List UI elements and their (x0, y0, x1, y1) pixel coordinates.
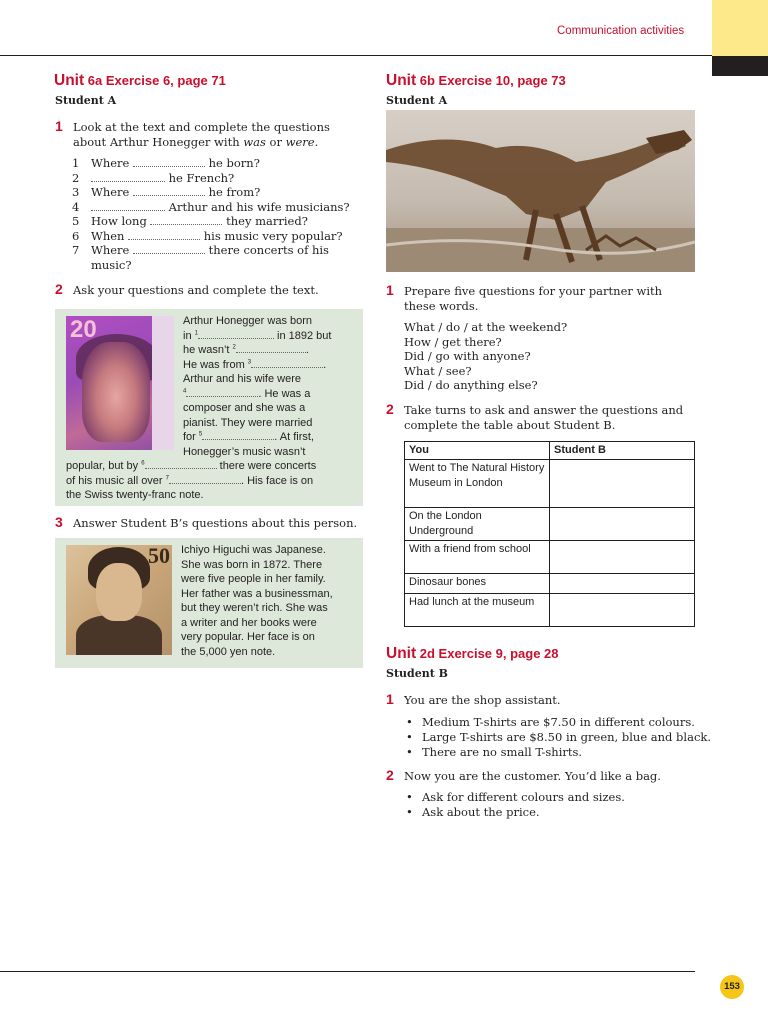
exercise-instruction: Prepare five questions for your partner with these words. (404, 284, 663, 313)
table-answer-cell (550, 574, 695, 594)
question-item: 1 Where he born? (72, 156, 260, 170)
table-cell: Went to The Natural History Museum in London (405, 460, 550, 508)
exercise-number: 1 (386, 691, 394, 707)
student-label: Student A (386, 94, 448, 107)
exercise-instruction: Answer Student B’s questions about this person. (73, 516, 358, 530)
table-cell: Dinosaur bones (405, 574, 550, 594)
japanese-yen-note-image: 50 (66, 545, 172, 655)
student-label: Student A (55, 94, 117, 107)
prompt-words-list (404, 320, 567, 393)
table-row (405, 541, 695, 574)
table-answer-cell (550, 460, 695, 508)
table-row (405, 594, 695, 627)
exercise-instruction: Now you are the customer. You’d like a bag. (404, 769, 661, 783)
unit-heading-6b: Unit 6b Exercise 10, page 73 (386, 72, 566, 89)
table-header-student-b: Student B (550, 442, 695, 460)
table-answer-cell (550, 508, 695, 541)
prompt-line: What / see? (404, 363, 472, 378)
question-item: 5 How long they married? (72, 214, 308, 228)
dinosaur-skeleton-photo (386, 110, 695, 272)
prompt-line: How / get there? (404, 334, 502, 349)
honegger-text: Arthur Honegger was born in $^1$ in 1892 but he wasn’t $^2$ . He was from $^3$ . Arthur and his wife were $^4$ . He was a composer and she was a pianist. They were married for $^5$ . At first, Honegger’s music wasn’t (183, 315, 332, 458)
student-label: Student B (386, 667, 448, 680)
section-title: Communication activities (557, 25, 685, 37)
exercise-number: 3 (55, 514, 63, 530)
table-answer-cell (550, 594, 695, 627)
exercise-number: 2 (386, 401, 394, 417)
table-cell: On the London Underground (405, 508, 550, 541)
table-answer-cell (550, 541, 695, 574)
list-item: • There are no small T-shirts. (406, 744, 583, 759)
bullet-list (404, 715, 711, 759)
question-item: 6 When his music very popular? (72, 228, 343, 243)
table-header-you: You (405, 442, 550, 460)
page-number: 153 (720, 975, 744, 999)
table-cell: Had lunch at the museum (405, 594, 550, 627)
list-item: • Ask about the price. (406, 804, 540, 819)
honegger-text-continued: popular, but by $^6$ there were concerts of his music all over $^7$ . His face is on the Swiss twenty-franc note. (66, 460, 317, 501)
exercise-number: 2 (386, 767, 394, 783)
bullet-list (404, 790, 625, 820)
question-item: 7 Where there concerts of his music? (72, 243, 329, 272)
header-color-tab (712, 0, 768, 56)
exercise-number: 1 (55, 118, 63, 134)
exercise-instruction: You are the shop assistant. (404, 693, 561, 707)
swiss-twenty-franc-note-image: 20 (66, 316, 174, 450)
list-item: • Medium T-shirts are $7.50 in different colours. (406, 715, 695, 729)
list-item: • Ask for different colours and sizes. (406, 790, 625, 804)
question-item: 3 Where he from? (72, 185, 261, 199)
higuchi-text: Ichiyo Higuchi was Japanese. She was born in 1872. There were five people in her family. Her father was a businessman, but they weren’t rich. She was a writer and her books were very popular. Her face is on the 5,000 yen note. (181, 544, 333, 658)
footer-rule (0, 971, 695, 972)
prompt-line: Did / do anything else? (404, 378, 538, 392)
prompt-line: Did / go with anyone? (404, 349, 531, 363)
unit-heading-2d: Unit 2d Exercise 9, page 28 (386, 645, 559, 662)
exercise-number: 2 (55, 281, 63, 297)
question-list (72, 156, 372, 272)
question-item: 4 Arthur and his wife musicians? (72, 199, 350, 214)
table-cell: With a friend from school (405, 541, 550, 574)
header-black-tab (712, 56, 768, 76)
exercise-instruction: Ask your questions and complete the text. (73, 283, 319, 297)
table-row (405, 574, 695, 594)
header-rule (0, 55, 712, 56)
table-row (405, 508, 695, 541)
exercise-instruction: Take turns to ask and answer the questions and complete the table about Student B. (404, 403, 684, 432)
table-row (405, 460, 695, 508)
list-item: • Large T-shirts are $8.50 in green, blue and black. (406, 729, 712, 744)
question-item: 2 he French? (72, 170, 235, 185)
exercise-instruction: Look at the text and complete the questions about Arthur Honegger with was or were. (73, 120, 330, 149)
unit-heading-6a: Unit 6a Exercise 6, page 71 (54, 72, 226, 89)
exercise-number: 1 (386, 282, 394, 298)
prompt-line: What / do / at the weekend? (404, 320, 568, 334)
comparison-table (404, 441, 695, 627)
